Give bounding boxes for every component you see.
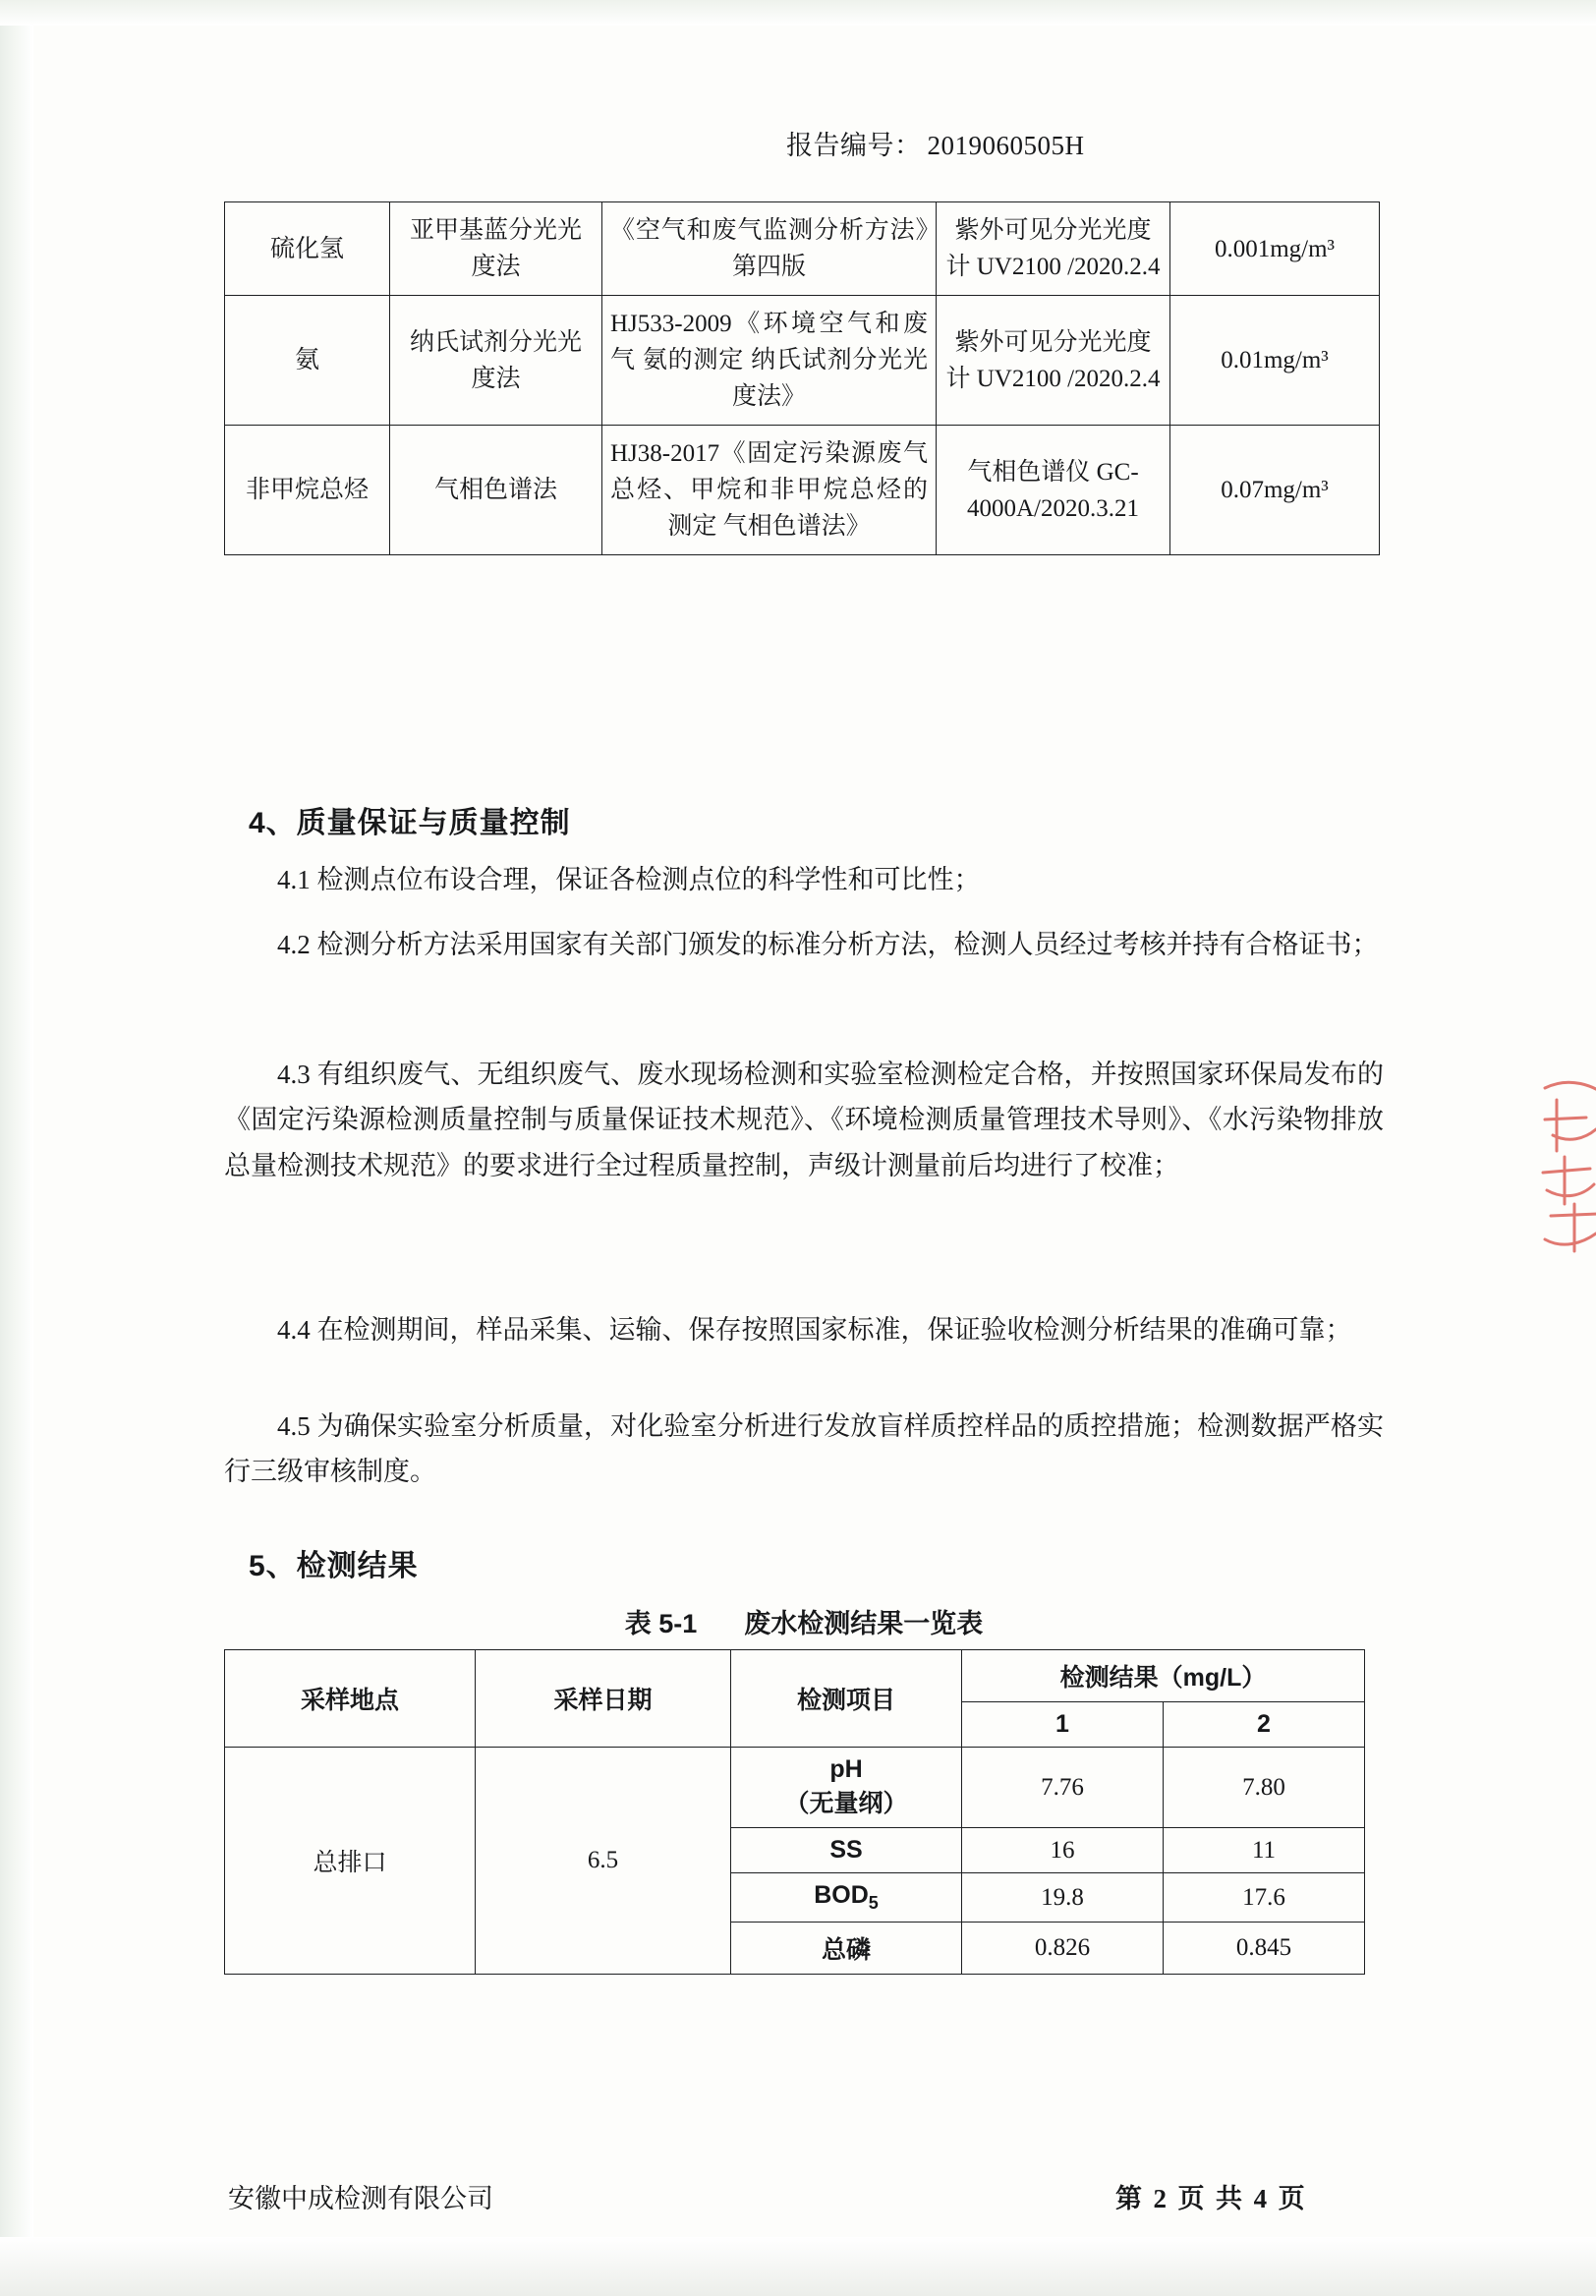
report-number: [786, 124, 1085, 162]
table-row: [225, 426, 1380, 555]
method-detection-limit: 0.001mg/m³: [1170, 202, 1380, 296]
cell-value-bod5-1: 19.8: [962, 1873, 1164, 1923]
method-standard: HJ533-2009《环境空气和废气 氨的测定 纳氏试剂分光光度法》: [602, 296, 937, 426]
method-item: 非甲烷总烃: [225, 426, 390, 555]
method-instrument: 气相色谱仪 GC-4000A/2020.3.21: [937, 426, 1170, 555]
method-item: 氨: [225, 296, 390, 426]
cell-item-ph-line1: pH: [829, 1755, 863, 1783]
paragraph-4-5: 4.5 为确保实验室分析质量，对化验室分析进行发放盲样质控样品的质控措施；检测数据严格实行三级审核制度。: [224, 1411, 1384, 1487]
footer-page-total: 4: [1253, 2184, 1270, 2213]
method-name: 气相色谱法: [390, 426, 602, 555]
method-instrument: 紫外可见分光光度计 UV2100 /2020.2.4: [937, 202, 1170, 296]
paragraph-4-1: 4.1 检测点位布设合理，保证各检测点位的科学性和可比性；: [277, 865, 981, 894]
paragraph-4-2: 4.2 检测分析方法采用国家有关部门颁发的标准分析方法，检测人员经过考核并持有合格证书；: [277, 930, 1379, 959]
red-seal-stamp: [1535, 1066, 1596, 1302]
footer-page-label-3: 页: [1278, 2184, 1307, 2213]
cell-value-ss-2: 11: [1164, 1828, 1365, 1873]
footer-page-number: [1115, 2177, 1307, 2215]
method-item: 硫化氢: [225, 202, 390, 296]
footer-page-label-1: 第: [1115, 2184, 1144, 2213]
result-table-number: 表 5-1: [624, 1609, 698, 1638]
result-table-caption: [224, 1602, 1384, 1640]
table-header-row: [225, 1650, 1365, 1702]
method-detection-limit: 0.07mg/m³: [1170, 426, 1380, 555]
section-4-heading: 4、质量保证与质量控制: [249, 807, 571, 839]
cell-value-ss-1: 16: [962, 1828, 1164, 1873]
cell-item-ph: [731, 1748, 962, 1828]
scan-edge-top: [0, 0, 1596, 26]
footer-page-label-2: 页 共: [1177, 2184, 1245, 2213]
wastewater-result-table: [224, 1649, 1365, 1975]
table-row: [225, 1748, 1365, 1828]
method-standard: 《空气和废气监测分析方法》第四版: [602, 202, 937, 296]
method-standard: HJ38-2017《固定污染源废气 总烃、甲烷和非甲烷总烃的测定 气相色谱法》: [602, 426, 937, 555]
header-sample-1: 1: [962, 1702, 1164, 1748]
cell-value-ph-2: 7.80: [1164, 1748, 1365, 1828]
method-instrument: 紫外可见分光光度计 UV2100 /2020.2.4: [937, 296, 1170, 426]
header-sample-2: 2: [1164, 1702, 1365, 1748]
result-table-title: 废水检测结果一览表: [744, 1609, 984, 1638]
header-date: 采样日期: [476, 1650, 731, 1748]
paragraph-4-3: 4.3 有组织废气、无组织废气、废水现场检测和实验室检测检定合格，并按照国家环保局发布的《固定污染源检测质量控制与质量保证技术规范》、《环境检测质量管理技术导则》、《水污染物排放总量检测技术规范》的要求进行全过程质量控制，声级计测量前后均进行了校准；: [224, 1060, 1384, 1180]
report-number-value: 2019060505H: [927, 131, 1085, 160]
cell-item-ss: SS: [731, 1828, 962, 1873]
cell-item-tp: 总磷: [731, 1923, 962, 1975]
report-number-label: 报告编号：: [786, 131, 922, 160]
paragraph-4-4: 4.4 在检测期间，样品采集、运输、保存按照国家标准，保证验收检测分析结果的准确可靠；: [277, 1315, 1352, 1345]
table-row: [225, 296, 1380, 426]
cell-value-ph-1: 7.76: [962, 1748, 1164, 1828]
footer-page-current: 2: [1153, 2184, 1169, 2213]
header-result-group: 检测结果（mg/L）: [962, 1650, 1365, 1702]
method-table: [224, 201, 1380, 555]
cell-value-tp-2: 0.845: [1164, 1923, 1365, 1975]
method-name: 亚甲基蓝分光光度法: [390, 202, 602, 296]
cell-item-bod5: [731, 1873, 962, 1923]
header-location: 采样地点: [225, 1650, 476, 1748]
cell-item-ph-line2: （无量纲）: [784, 1790, 908, 1817]
method-detection-limit: 0.01mg/m³: [1170, 296, 1380, 426]
cell-value-bod5-2: 17.6: [1164, 1873, 1365, 1923]
cell-value-tp-1: 0.826: [962, 1923, 1164, 1975]
method-name: 纳氏试剂分光光度法: [390, 296, 602, 426]
footer-company: 安徽中成检测有限公司: [228, 2184, 493, 2213]
cell-item-bod5-text: BOD: [814, 1881, 869, 1909]
cell-location: 总排口: [225, 1748, 476, 1975]
scan-edge-bottom: [0, 2237, 1596, 2296]
cell-date: 6.5: [476, 1748, 731, 1975]
table-row: [225, 202, 1380, 296]
section-5-heading: 5、检测结果: [249, 1550, 419, 1582]
header-item: 检测项目: [731, 1650, 962, 1748]
cell-item-bod5-subscript: 5: [868, 1893, 879, 1913]
scan-edge-left: [0, 0, 33, 2296]
